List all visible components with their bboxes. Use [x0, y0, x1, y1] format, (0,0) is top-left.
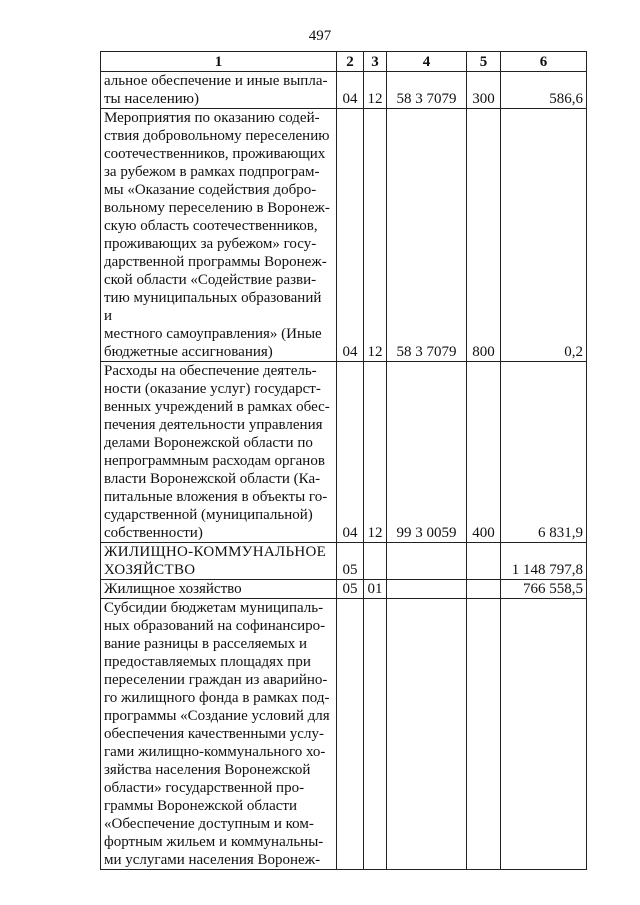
row-target-code: [387, 543, 467, 580]
row-section-code: 05: [337, 543, 364, 580]
row-target-code: 58 3 7079: [387, 72, 467, 109]
header-col-1: 1: [101, 52, 337, 72]
header-col-2: 2: [337, 52, 364, 72]
row-expense-type: [467, 543, 501, 580]
row-subsection-code: 12: [364, 109, 387, 362]
row-name: Расходы на обеспечение деятель- ности (оказание услуг) государст- венных учреждений в рамках обес- печения деятельности управления делами Воронежской области по непрограммным расходам органов власти Воронежской области (Ка- питальные вложения в объекты го- сударственной (муниципальной) собственности): [101, 362, 337, 543]
table-header-row: [101, 52, 587, 72]
row-amount: 6 831,9: [501, 362, 587, 543]
header-col-5: 5: [467, 52, 501, 72]
row-name: альное обеспечение и иные выпла- ты населению): [101, 72, 337, 109]
row-subsection-code: 01: [364, 580, 387, 599]
row-name: Мероприятия по оказанию содей- ствия добровольному переселению соотечественников, проживающих за рубежом в рамках подпрограм- мы «Оказание содействия добро- вольному переселению в Воронеж- скую область соотечественников, проживающих за рубежом» госу- дарственной программы Воронеж- ской области «Содействие разви- тию муниципальных образований и местного самоуправления» (Иные бюджетные ассигнования): [101, 109, 337, 362]
row-expense-type: 800: [467, 109, 501, 362]
row-subsection-code: [364, 543, 387, 580]
row-expense-type: [467, 580, 501, 599]
row-expense-type: 400: [467, 362, 501, 543]
row-subsection-code: [364, 599, 387, 870]
row-target-code: 58 3 7079: [387, 109, 467, 362]
row-expense-type: 300: [467, 72, 501, 109]
table-row-section: [101, 543, 587, 580]
row-section-code: [337, 599, 364, 870]
row-name: Жилищное хозяйство: [101, 580, 337, 599]
row-amount: 766 558,5: [501, 580, 587, 599]
page-number: 497: [308, 28, 332, 44]
row-section-code: 04: [337, 362, 364, 543]
row-target-code: [387, 580, 467, 599]
row-target-code: [387, 599, 467, 870]
row-expense-type: [467, 599, 501, 870]
table-row: [101, 109, 587, 362]
table-row: [101, 72, 587, 109]
row-amount: 0,2: [501, 109, 587, 362]
row-name: ЖИЛИЩНО-КОММУНАЛЬНОЕ ХОЗЯЙСТВО: [101, 543, 337, 580]
row-amount: [501, 599, 587, 870]
table-row: [101, 362, 587, 543]
row-amount: 586,6: [501, 72, 587, 109]
header-col-3: 3: [364, 52, 387, 72]
header-col-4: 4: [387, 52, 467, 72]
table-row: [101, 599, 587, 870]
row-subsection-code: 12: [364, 72, 387, 109]
budget-table: [100, 51, 587, 870]
row-subsection-code: 12: [364, 362, 387, 543]
header-col-6: 6: [501, 52, 587, 72]
row-section-code: 04: [337, 72, 364, 109]
row-amount: 1 148 797,8: [501, 543, 587, 580]
table-row: [101, 580, 587, 599]
row-name: Субсидии бюджетам муниципаль- ных образований на софинансиро- вание разницы в расселяемых и предоставляемых площадях при переселении граждан из аварийно- го жилищного фонда в рамках под- программы «Создание условий для обеспечения качественными услу- гами жилищно-коммунального хо- зяйства населения Воронежской области» государственной про- граммы Воронежской области «Обеспечение доступным и ком- фортным жильем и коммунальны- ми услугами населения Воронеж-: [101, 599, 337, 870]
row-section-code: 04: [337, 109, 364, 362]
row-target-code: 99 3 0059: [387, 362, 467, 543]
row-section-code: 05: [337, 580, 364, 599]
